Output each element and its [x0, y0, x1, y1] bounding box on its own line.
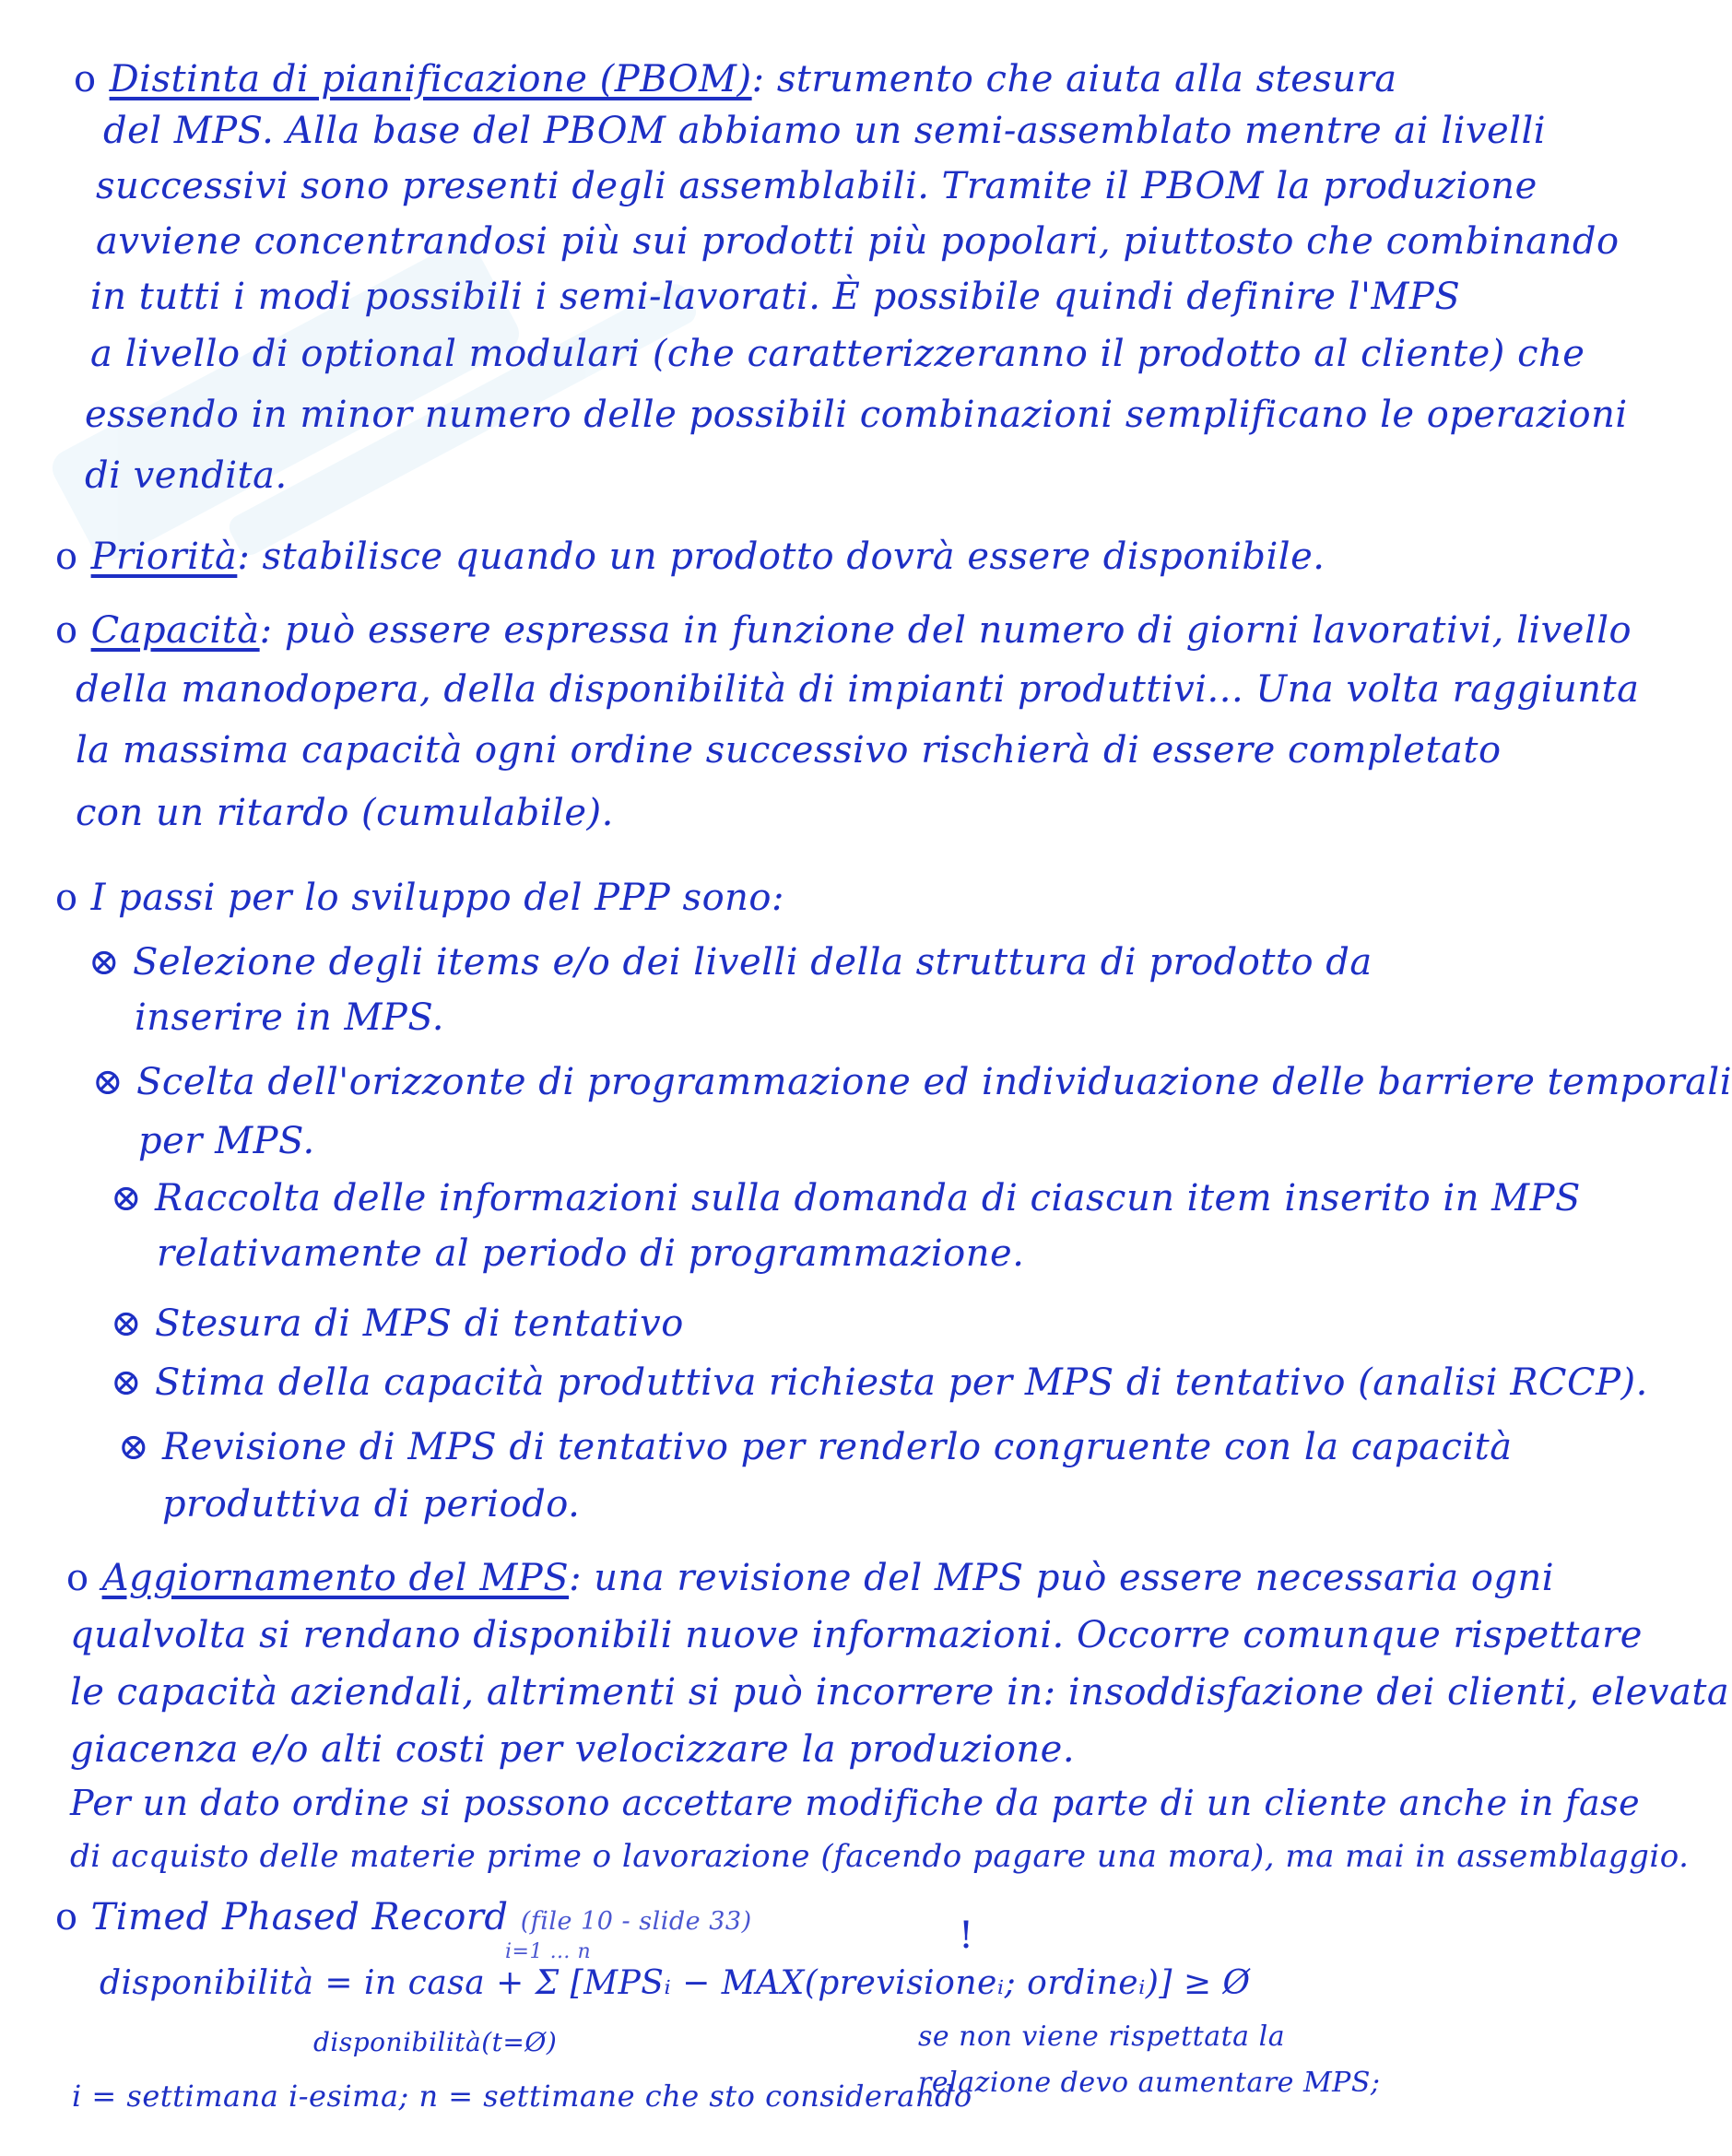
- tpr-sum-limits: i=1 … n: [505, 1940, 592, 1963]
- tpr-line: [55, 1895, 752, 1944]
- bullet-icon: o: [55, 1896, 78, 1938]
- ppp-intro: [55, 876, 784, 920]
- step-bullet-icon: ⊗: [118, 1426, 150, 1468]
- tpr-exclamation: !: [959, 1914, 974, 1957]
- priorita-text: : stabilisce quando un prodotto dovrà essere disponibile.: [237, 536, 1326, 578]
- pbom-line-3: successivi sono presenti degli assemblabili. Tramite il PBOM la produzione: [96, 165, 1538, 207]
- ppp-step-5-text: Stima della capacità produttiva richiesta per MPS di tentativo (analisi RCCP).: [155, 1361, 1648, 1404]
- bullet-icon: o: [55, 609, 78, 652]
- ppp-step-6-text: Revisione di MPS di tentativo per renderlo congruente con la capacità: [162, 1426, 1513, 1468]
- ppp-step-2-text: Scelta dell'orizzonte di programmazione ed individuazione delle barriere temporali: [136, 1061, 1732, 1103]
- ppp-step-1-cont: inserire in MPS.: [135, 996, 445, 1039]
- capacita-line-1: [55, 608, 1632, 653]
- aggiornamento-text: : una revisione del MPS può essere necessaria ogni: [569, 1557, 1555, 1599]
- bullet-icon: o: [55, 877, 78, 919]
- tpr-legend: i = settimana i-esima; n = settimane che sto considerando: [72, 2079, 972, 2114]
- ppp-intro-text: I passi per lo sviluppo del PPP sono:: [90, 877, 784, 919]
- ppp-step-4: [111, 1302, 684, 1346]
- tpr-under-incasa: disponibilità(t=Ø): [313, 2027, 558, 2057]
- pbom-line-5: in tutti i modi possibili i semi-lavorati. È possibile quindi definire l'MPS: [90, 276, 1461, 318]
- ppp-step-6-cont: produttiva di periodo.: [162, 1483, 581, 1526]
- pbom-line-7: essendo in minor numero delle possibili combinazioni semplificano le operazioni: [85, 394, 1628, 436]
- ppp-step-2-cont: per MPS.: [138, 1120, 315, 1162]
- aggiornamento-line-5: Per un dato ordine si possono accettare modifiche da parte di un cliente anche in fase: [70, 1783, 1641, 1823]
- pbom-line-6: a livello di optional modulari (che caratterizzeranno il prodotto al cliente) che: [90, 333, 1585, 375]
- ppp-step-4-text: Stesura di MPS di tentativo: [155, 1302, 684, 1345]
- tpr-note-line-2: relazione devo aumentare MPS;: [918, 2067, 1381, 2099]
- priorita-term: Priorità: [90, 536, 238, 578]
- step-bullet-icon: ⊗: [111, 1302, 143, 1345]
- bullet-icon: o: [66, 1557, 89, 1599]
- step-bullet-icon: ⊗: [88, 941, 121, 984]
- ppp-step-5: [111, 1361, 1648, 1405]
- bullet-icon: o: [55, 536, 78, 578]
- step-bullet-icon: ⊗: [111, 1177, 143, 1219]
- capacita-line-3: la massima capacità ogni ordine successivo rischierà di essere completato: [76, 729, 1502, 772]
- pbom-line-4: avviene concentrandosi più sui prodotti più popolari, piuttosto che combinando: [96, 220, 1620, 263]
- tpr-note-line-1: se non viene rispettata la: [918, 2021, 1286, 2053]
- pbom-line-2: del MPS. Alla base del PBOM abbiamo un semi-assemblato mentre ai livelli: [103, 110, 1547, 152]
- aggiornamento-line-3: le capacità aziendali, altrimenti si può incorrere in: insoddisfazione dei clienti, elevata: [70, 1671, 1730, 1714]
- pbom-line-8: di vendita.: [85, 454, 288, 497]
- ppp-step-3: [111, 1176, 1581, 1220]
- ppp-step-6: [118, 1425, 1513, 1469]
- bullet-icon: o: [74, 58, 97, 100]
- pbom-text: : strumento che aiuta alla stesura: [751, 58, 1397, 100]
- step-bullet-icon: ⊗: [111, 1361, 143, 1404]
- ppp-step-1-text: Selezione degli items e/o dei livelli della struttura di prodotto da: [133, 941, 1373, 984]
- ppp-step-2: [92, 1060, 1732, 1104]
- capacita-text: : può essere espressa in funzione del numero di giorni lavorativi, livello: [259, 609, 1632, 652]
- capacita-term: Capacità: [90, 609, 260, 652]
- tpr-term: Timed Phased Record: [90, 1896, 509, 1938]
- pbom-line-1: [74, 57, 1397, 101]
- tpr-formula: disponibilità = in casa + Σ [MPSᵢ − MAX(previsioneᵢ; ordineᵢ)] ≥ Ø: [100, 1964, 1251, 2002]
- aggiornamento-line-2: qualvolta si rendano disponibili nuove informazioni. Occorre comunque rispettare: [70, 1614, 1643, 1656]
- capacita-line-4: con un ritardo (cumulabile).: [76, 792, 614, 834]
- tpr-ref: (file 10 - slide 33): [520, 1907, 752, 1936]
- ppp-step-3-cont: relativamente al periodo di programmazione.: [157, 1232, 1025, 1275]
- aggiornamento-line-6: di acquisto delle materie prime o lavorazione (facendo pagare una mora), ma mai in assemblaggio.: [70, 1838, 1690, 1875]
- aggiornamento-term: Aggiornamento del MPS: [101, 1557, 570, 1599]
- priorita-line: [55, 535, 1325, 579]
- aggiornamento-line-1: [66, 1556, 1554, 1600]
- step-bullet-icon: ⊗: [92, 1061, 124, 1103]
- aggiornamento-line-4: giacenza e/o alti costi per velocizzare la produzione.: [70, 1728, 1076, 1771]
- pbom-term: Distinta di pianificazione (PBOM): [109, 58, 752, 100]
- ppp-step-3-text: Raccolta delle informazioni sulla domanda di ciascun item inserito in MPS: [155, 1177, 1581, 1219]
- ppp-step-1: [88, 940, 1373, 984]
- capacita-line-2: della manodopera, della disponibilità di impianti produttivi... Una volta raggiunta: [76, 668, 1640, 711]
